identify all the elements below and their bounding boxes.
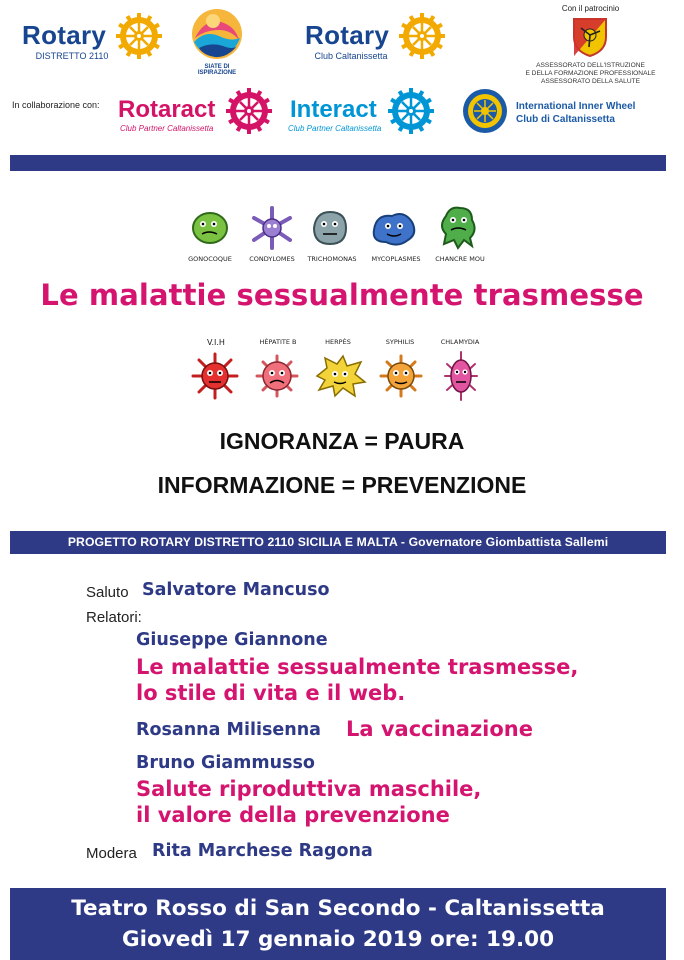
- interact-name: Interact: [290, 96, 377, 123]
- inner-wheel-logo: [462, 88, 662, 136]
- siate-tagline: SIATE DI ISPIRAZIONE: [197, 64, 237, 76]
- rotary-club-logo: [305, 18, 465, 68]
- rotary-district-logo: [22, 18, 172, 68]
- germs-top-row: [180, 202, 500, 272]
- chlamydia-bacterium-icon: [441, 350, 481, 402]
- germ-label: CHLAMYDIA: [440, 338, 480, 346]
- inner-wheel-line-2: Club di Caltanissetta: [516, 114, 615, 125]
- germ-label: TRICHOMONAS: [307, 255, 357, 263]
- mycoplasma-germ-icon: [370, 208, 418, 248]
- rotary-club-sub: Club Caltanissetta: [314, 51, 388, 61]
- patronage-block: [508, 4, 673, 90]
- hepatitis-b-virus-icon: [253, 352, 301, 400]
- rotary-wheel-icon: [116, 13, 162, 59]
- hiv-virus-icon: [191, 352, 239, 400]
- germ-label: CONDYLOMES: [249, 255, 295, 263]
- germ-label: HERPÈS: [325, 338, 351, 346]
- rotary-club-name: Rotary: [305, 20, 390, 50]
- rotaract-wheel-icon: [226, 88, 272, 134]
- germ-label: GONOCOQUE: [188, 255, 232, 263]
- swirl-logo-icon: [191, 8, 243, 60]
- interact-sub: Club Partner Caltanissetta: [288, 124, 382, 133]
- speaker-3-topic-line-1: Salute riproduttiva maschile,: [136, 777, 482, 801]
- inner-wheel-emblem-icon: [462, 88, 508, 134]
- chancre-germ-icon: [436, 204, 480, 250]
- germ-label: CHANCRE MOU: [435, 255, 485, 263]
- interact-wheel-icon: [388, 88, 434, 134]
- slogan-ignorance: IGNORANZA = PAURA: [219, 428, 465, 454]
- date-text: Giovedì 17 gennaio 2019 ore: 19.00: [121, 927, 555, 952]
- rotary-district-name: Rotary: [22, 20, 107, 50]
- patronage-line-3: ASSESSORATO DELLA SALUTE: [540, 78, 641, 85]
- syphilis-bacterium-icon: [377, 352, 425, 400]
- moderator-label: Modera: [86, 845, 137, 862]
- siate-logo: [185, 8, 249, 76]
- greeting-name: Salvatore Mancuso: [142, 580, 330, 600]
- greeting-label: Saluto: [86, 584, 129, 601]
- collab-label: In collaborazione con:: [12, 100, 100, 110]
- condyloma-germ-icon: [250, 204, 294, 252]
- speaker-3-topic-line-2: il valore della prevenzione: [136, 803, 450, 827]
- gonococcus-germ-icon: [188, 206, 232, 250]
- speaker-2-topic: La vaccinazione: [346, 717, 533, 741]
- project-banner: PROGETTO ROTARY DISTRETTO 2110 SICILIA E MALTA - Governatore Giombattista Sallemi: [10, 531, 666, 554]
- germ-label: V.I.H: [207, 338, 225, 347]
- rotaract-sub: Club Partner Caltanissetta: [120, 124, 214, 133]
- germ-label: MYCOPLASMES: [371, 255, 421, 263]
- herpes-virus-icon: [313, 354, 367, 398]
- inner-wheel-line-1: International Inner Wheel: [516, 101, 636, 112]
- speaker-1-name: Giuseppe Giannone: [136, 630, 328, 650]
- germs-bottom-row: [185, 338, 505, 408]
- rotary-wheel-icon: [399, 13, 445, 59]
- trichomonas-germ-icon: [308, 206, 352, 250]
- speaker-1-topic-line-2: lo stile di vita e il web.: [136, 681, 406, 705]
- rotaract-name: Rotaract: [118, 96, 216, 123]
- germ-label: SYPHILIS: [385, 338, 415, 346]
- speaker-2-name: Rosanna Milisenna: [136, 720, 321, 740]
- speaker-1-topic-line-1: Le malattie sessualmente trasmesse,: [136, 655, 579, 679]
- header-divider-bar: [10, 155, 666, 171]
- rotaract-logo: [118, 88, 278, 136]
- patronage-title: Con il patrocinio: [561, 4, 620, 13]
- speaker-3-name: Bruno Giammusso: [136, 753, 315, 773]
- patronage-line-2: E DELLA FORMAZIONE PROFESSIONALE: [525, 70, 656, 77]
- germ-label: HÉPATITE B: [259, 338, 297, 346]
- venue-banner: [10, 888, 666, 960]
- speakers-label: Relatori:: [86, 609, 142, 626]
- moderator-name: Rita Marchese Ragona: [152, 841, 373, 861]
- interact-logo: [288, 88, 438, 136]
- sicily-crest-icon: [572, 17, 608, 57]
- slogan-information: INFORMAZIONE = PREVENZIONE: [157, 472, 527, 498]
- patronage-line-1: ASSESSORATO DELL'ISTRUZIONE: [536, 62, 645, 69]
- main-title: Le malattie sessualmente trasmesse: [40, 278, 644, 312]
- venue-text: Teatro Rosso di San Secondo - Caltanissetta: [71, 896, 605, 921]
- rotary-district-sub: DISTRETTO 2110: [35, 51, 109, 61]
